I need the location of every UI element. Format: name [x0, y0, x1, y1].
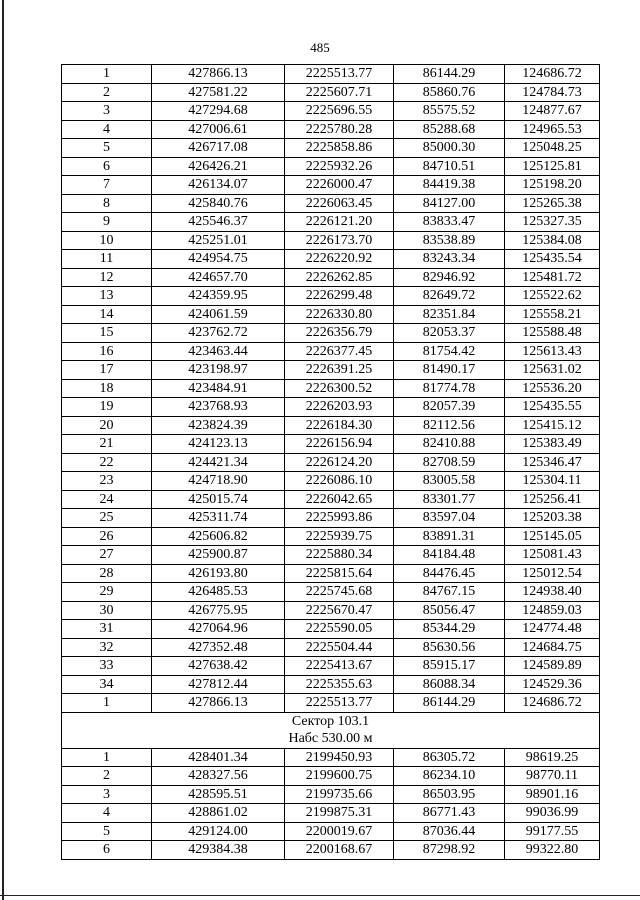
- coordinate-cell: 423762.72: [152, 324, 285, 343]
- coordinate-cell: 125481.72: [505, 268, 600, 287]
- point-number-cell: 12: [62, 268, 152, 287]
- table-row: [62, 472, 600, 491]
- coordinate-cell: 125536.20: [505, 379, 600, 398]
- scan-bottom-edge: [0, 895, 640, 896]
- point-number-cell: 24: [62, 490, 152, 509]
- coordinate-cell: 2200168.67: [285, 841, 394, 860]
- coordinate-cell: 2226173.70: [285, 231, 394, 250]
- coordinate-cell: 427581.22: [152, 83, 285, 102]
- coordinate-cell: 125327.35: [505, 213, 600, 232]
- coordinate-cell: 425900.87: [152, 546, 285, 565]
- coordinate-cell: 125304.11: [505, 472, 600, 491]
- coordinate-cell: 85915.17: [394, 657, 505, 676]
- point-number-cell: 6: [62, 157, 152, 176]
- coordinate-cell: 425311.74: [152, 509, 285, 528]
- table-row: [62, 564, 600, 583]
- point-number-cell: 3: [62, 102, 152, 121]
- table-row: [62, 120, 600, 139]
- coordinate-cell: 86503.95: [394, 785, 505, 804]
- table-row: [62, 361, 600, 380]
- coordinate-cell: 82351.84: [394, 305, 505, 324]
- coordinate-cell: 426426.21: [152, 157, 285, 176]
- point-number-cell: 2: [62, 83, 152, 102]
- table-row: [62, 287, 600, 306]
- coordinate-cell: 85288.68: [394, 120, 505, 139]
- coordinate-cell: 124774.48: [505, 620, 600, 639]
- coordinate-cell: 87036.44: [394, 822, 505, 841]
- coordinate-cell: 86305.72: [394, 748, 505, 767]
- point-number-cell: 27: [62, 546, 152, 565]
- table-row: [62, 638, 600, 657]
- table-row: [62, 583, 600, 602]
- page-number: 485: [310, 40, 330, 55]
- coordinate-cell: 81774.78: [394, 379, 505, 398]
- coordinate-cell: 2226086.10: [285, 472, 394, 491]
- point-number-cell: 9: [62, 213, 152, 232]
- section-title: Сектор 103.1: [291, 714, 370, 729]
- coordinate-cell: 84184.48: [394, 546, 505, 565]
- coordinate-cell: 2225745.68: [285, 583, 394, 602]
- coordinate-cell: 2225670.47: [285, 601, 394, 620]
- coordinate-cell: 425015.74: [152, 490, 285, 509]
- coordinate-cell: 429124.00: [152, 822, 285, 841]
- coordinate-cell: 423198.97: [152, 361, 285, 380]
- coordinate-cell: 86144.29: [394, 694, 505, 713]
- coordinate-cell: 124938.40: [505, 583, 600, 602]
- coordinate-cell: 2225355.63: [285, 675, 394, 694]
- coordinate-cell: 86234.10: [394, 767, 505, 786]
- coordinate-cell: 425251.01: [152, 231, 285, 250]
- point-number-cell: 14: [62, 305, 152, 324]
- coordinate-cell: 425840.76: [152, 194, 285, 213]
- table-row: [62, 804, 600, 823]
- coordinate-cell: 2226299.48: [285, 287, 394, 306]
- table-row: [62, 490, 600, 509]
- point-number-cell: 32: [62, 638, 152, 657]
- table-row: [62, 546, 600, 565]
- coordinate-cell: 99177.55: [505, 822, 600, 841]
- point-number-cell: 5: [62, 822, 152, 841]
- point-number-cell: 34: [62, 675, 152, 694]
- coordinate-cell: 2226124.20: [285, 453, 394, 472]
- coordinate-cell: 2225413.67: [285, 657, 394, 676]
- coordinate-cell: 85630.56: [394, 638, 505, 657]
- point-number-cell: 3: [62, 785, 152, 804]
- coordinate-cell: 82649.72: [394, 287, 505, 306]
- point-number-cell: 21: [62, 435, 152, 454]
- point-number-cell: 4: [62, 120, 152, 139]
- table-row: [62, 65, 600, 84]
- point-number-cell: 20: [62, 416, 152, 435]
- coordinate-cell: 2226000.47: [285, 176, 394, 195]
- section-row: [62, 712, 600, 748]
- coordinate-cell: 81490.17: [394, 361, 505, 380]
- table-row: [62, 601, 600, 620]
- coordinate-cell: 125613.43: [505, 342, 600, 361]
- coordinate-cell: 2226330.80: [285, 305, 394, 324]
- table-row: [62, 213, 600, 232]
- coordinate-cell: 2199600.75: [285, 767, 394, 786]
- point-number-cell: 7: [62, 176, 152, 195]
- table-row: [62, 620, 600, 639]
- table-row: [62, 694, 600, 713]
- coordinate-cell: 125048.25: [505, 139, 600, 158]
- coordinate-cell: 84127.00: [394, 194, 505, 213]
- coordinate-cell: 125081.43: [505, 546, 600, 565]
- coordinate-cell: 424359.95: [152, 287, 285, 306]
- point-number-cell: 5: [62, 139, 152, 158]
- point-number-cell: 11: [62, 250, 152, 269]
- point-number-cell: 25: [62, 509, 152, 528]
- table-row: [62, 675, 600, 694]
- coordinate-cell: 2225780.28: [285, 120, 394, 139]
- coordinate-cell: 85860.76: [394, 83, 505, 102]
- coordinate-cell: 99322.80: [505, 841, 600, 860]
- coordinate-cell: 2225858.86: [285, 139, 394, 158]
- coordinate-cell: 428595.51: [152, 785, 285, 804]
- coordinate-cell: 428401.34: [152, 748, 285, 767]
- coordinate-cell: 125125.81: [505, 157, 600, 176]
- coordinate-cell: 426134.07: [152, 176, 285, 195]
- coordinate-cell: 125256.41: [505, 490, 600, 509]
- table-row: [62, 83, 600, 102]
- table-body-upper: [62, 65, 600, 713]
- point-number-cell: 15: [62, 324, 152, 343]
- coordinate-cell: 85056.47: [394, 601, 505, 620]
- table-row: [62, 398, 600, 417]
- coordinate-cell: 426485.53: [152, 583, 285, 602]
- coordinate-cell: 98901.16: [505, 785, 600, 804]
- coordinate-cell: 2225504.44: [285, 638, 394, 657]
- section-subtitle: Набс 530.00 м: [288, 731, 373, 746]
- coordinate-cell: 125012.54: [505, 564, 600, 583]
- point-number-cell: 6: [62, 841, 152, 860]
- table-row: [62, 767, 600, 786]
- point-number-cell: 31: [62, 620, 152, 639]
- coordinate-cell: 424123.13: [152, 435, 285, 454]
- table-row: [62, 453, 600, 472]
- table-body-lower: [62, 748, 600, 859]
- coordinate-cell: 84710.51: [394, 157, 505, 176]
- coordinate-cell: 125588.48: [505, 324, 600, 343]
- table-row: [62, 748, 600, 767]
- coordinate-cell: 125203.38: [505, 509, 600, 528]
- point-number-cell: 1: [62, 65, 152, 84]
- table-row: [62, 176, 600, 195]
- point-number-cell: 23: [62, 472, 152, 491]
- coordinate-cell: 424657.70: [152, 268, 285, 287]
- coordinate-cell: 82112.56: [394, 416, 505, 435]
- point-number-cell: 17: [62, 361, 152, 380]
- coordinate-cell: 83301.77: [394, 490, 505, 509]
- coordinate-cell: 423463.44: [152, 342, 285, 361]
- point-number-cell: 19: [62, 398, 152, 417]
- point-number-cell: 1: [62, 748, 152, 767]
- coordinate-cell: 423824.39: [152, 416, 285, 435]
- table-row: [62, 324, 600, 343]
- table-row: [62, 250, 600, 269]
- table-row: [62, 822, 600, 841]
- coordinate-cell: 125558.21: [505, 305, 600, 324]
- coordinate-cell: 125198.20: [505, 176, 600, 195]
- point-number-cell: 8: [62, 194, 152, 213]
- scan-left-edge: [2, 0, 4, 900]
- coordinate-cell: 83597.04: [394, 509, 505, 528]
- coordinate-cell: 99036.99: [505, 804, 600, 823]
- coordinate-cell: 426717.08: [152, 139, 285, 158]
- coordinate-cell: 2225932.26: [285, 157, 394, 176]
- coordinate-cell: 2199735.66: [285, 785, 394, 804]
- coordinate-cell: 85000.30: [394, 139, 505, 158]
- point-number-cell: 29: [62, 583, 152, 602]
- point-number-cell: 4: [62, 804, 152, 823]
- coordinate-cell: 85344.29: [394, 620, 505, 639]
- point-number-cell: 26: [62, 527, 152, 546]
- coordinate-cell: 84419.38: [394, 176, 505, 195]
- table-row: [62, 379, 600, 398]
- coordinate-cell: 125145.05: [505, 527, 600, 546]
- coordinate-cell: 98770.11: [505, 767, 600, 786]
- coordinate-cell: 124686.72: [505, 65, 600, 84]
- table-row: [62, 305, 600, 324]
- coordinate-cell: 2225513.77: [285, 694, 394, 713]
- point-number-cell: 33: [62, 657, 152, 676]
- coordinate-cell: 125631.02: [505, 361, 600, 380]
- coordinate-cell: 2226184.30: [285, 416, 394, 435]
- table-row: [62, 139, 600, 158]
- coordinate-cell: 2225815.64: [285, 564, 394, 583]
- table-row: [62, 157, 600, 176]
- coordinate-cell: 82057.39: [394, 398, 505, 417]
- coordinate-cell: 125346.47: [505, 453, 600, 472]
- table-row: [62, 268, 600, 287]
- coordinate-cell: 2199450.93: [285, 748, 394, 767]
- coordinate-cell: 428861.02: [152, 804, 285, 823]
- coordinate-cell: 424718.90: [152, 472, 285, 491]
- point-number-cell: 28: [62, 564, 152, 583]
- coordinate-cell: 84476.45: [394, 564, 505, 583]
- coordinate-cell: 2226042.65: [285, 490, 394, 509]
- coordinate-cell: 83891.31: [394, 527, 505, 546]
- coordinate-cell: 87298.92: [394, 841, 505, 860]
- table-row: [62, 657, 600, 676]
- coordinate-cell: 124784.73: [505, 83, 600, 102]
- coordinate-cell: 124859.03: [505, 601, 600, 620]
- coordinate-cell: 2225607.71: [285, 83, 394, 102]
- coordinate-cell: 2199875.31: [285, 804, 394, 823]
- coordinate-cell: 86144.29: [394, 65, 505, 84]
- coordinate-cell: 98619.25: [505, 748, 600, 767]
- coordinate-cell: 2225590.05: [285, 620, 394, 639]
- point-number-cell: 2: [62, 767, 152, 786]
- coordinate-cell: 2226063.45: [285, 194, 394, 213]
- table-row: [62, 527, 600, 546]
- coordinate-cell: 2225993.86: [285, 509, 394, 528]
- coordinate-cell: 125265.38: [505, 194, 600, 213]
- coordinate-cell: 2226262.85: [285, 268, 394, 287]
- coordinate-cell: 82053.37: [394, 324, 505, 343]
- section-header: [62, 712, 600, 748]
- coordinate-cell: 424954.75: [152, 250, 285, 269]
- coordinate-cell: 83243.34: [394, 250, 505, 269]
- coordinate-cell: 81754.42: [394, 342, 505, 361]
- coordinate-cell: 2226203.93: [285, 398, 394, 417]
- coordinate-cell: 427812.44: [152, 675, 285, 694]
- table-row: [62, 785, 600, 804]
- table-row: [62, 231, 600, 250]
- point-number-cell: 18: [62, 379, 152, 398]
- coordinate-cell: 82946.92: [394, 268, 505, 287]
- coordinate-cell: 429384.38: [152, 841, 285, 860]
- coordinate-cell: 83005.58: [394, 472, 505, 491]
- coordinate-cell: 427866.13: [152, 694, 285, 713]
- coordinate-cell: 427638.42: [152, 657, 285, 676]
- coordinate-cell: 428327.56: [152, 767, 285, 786]
- coordinate-cell: 125435.54: [505, 250, 600, 269]
- section-cell: [62, 712, 600, 748]
- table-row: [62, 509, 600, 528]
- point-number-cell: 1: [62, 694, 152, 713]
- coordinate-cell: 2226220.92: [285, 250, 394, 269]
- coordinate-cell: 425606.82: [152, 527, 285, 546]
- coordinate-cell: 86088.34: [394, 675, 505, 694]
- point-number-cell: 22: [62, 453, 152, 472]
- coordinate-cell: 2226121.20: [285, 213, 394, 232]
- point-number-cell: 13: [62, 287, 152, 306]
- coordinate-cell: 83538.89: [394, 231, 505, 250]
- table-row: [62, 416, 600, 435]
- coordinate-cell: 2225696.55: [285, 102, 394, 121]
- coordinate-cell: 2226156.94: [285, 435, 394, 454]
- coordinate-cell: 2226391.25: [285, 361, 394, 380]
- coordinate-cell: 426775.95: [152, 601, 285, 620]
- coordinate-cell: 423484.91: [152, 379, 285, 398]
- coordinate-cell: 427064.96: [152, 620, 285, 639]
- coordinate-cell: 124529.36: [505, 675, 600, 694]
- coordinate-cell: 2225939.75: [285, 527, 394, 546]
- coordinate-cell: 2225880.34: [285, 546, 394, 565]
- coordinate-cell: 85575.52: [394, 102, 505, 121]
- coordinate-cell: 2225513.77: [285, 65, 394, 84]
- coordinate-cell: 82410.88: [394, 435, 505, 454]
- coordinate-cell: 124965.53: [505, 120, 600, 139]
- coordinate-cell: 84767.15: [394, 583, 505, 602]
- table-row: [62, 841, 600, 860]
- coordinate-cell: 124686.72: [505, 694, 600, 713]
- table-row: [62, 435, 600, 454]
- point-number-cell: 30: [62, 601, 152, 620]
- point-number-cell: 16: [62, 342, 152, 361]
- coordinate-cell: 425546.37: [152, 213, 285, 232]
- coordinate-cell: 427294.68: [152, 102, 285, 121]
- coordinate-cell: 427006.61: [152, 120, 285, 139]
- coordinate-cell: 125415.12: [505, 416, 600, 435]
- coordinate-cell: 423768.93: [152, 398, 285, 417]
- coordinate-cell: 2226377.45: [285, 342, 394, 361]
- coordinate-cell: 424061.59: [152, 305, 285, 324]
- coordinates-table: [61, 64, 600, 860]
- coordinate-cell: 125383.49: [505, 435, 600, 454]
- coordinate-cell: 125384.08: [505, 231, 600, 250]
- coordinate-cell: 427352.48: [152, 638, 285, 657]
- coordinate-cell: 426193.80: [152, 564, 285, 583]
- coordinate-cell: 2226356.79: [285, 324, 394, 343]
- coordinate-cell: 124877.67: [505, 102, 600, 121]
- table-row: [62, 102, 600, 121]
- coordinate-cell: 2200019.67: [285, 822, 394, 841]
- coordinate-cell: 125522.62: [505, 287, 600, 306]
- coordinate-cell: 125435.55: [505, 398, 600, 417]
- table-row: [62, 194, 600, 213]
- coordinate-cell: 124684.75: [505, 638, 600, 657]
- coordinate-cell: 124589.89: [505, 657, 600, 676]
- table-row: [62, 342, 600, 361]
- coordinate-cell: 86771.43: [394, 804, 505, 823]
- coordinate-cell: 83833.47: [394, 213, 505, 232]
- coordinate-cell: 427866.13: [152, 65, 285, 84]
- coordinate-cell: 2226300.52: [285, 379, 394, 398]
- coordinate-cell: 82708.59: [394, 453, 505, 472]
- coordinate-cell: 424421.34: [152, 453, 285, 472]
- point-number-cell: 10: [62, 231, 152, 250]
